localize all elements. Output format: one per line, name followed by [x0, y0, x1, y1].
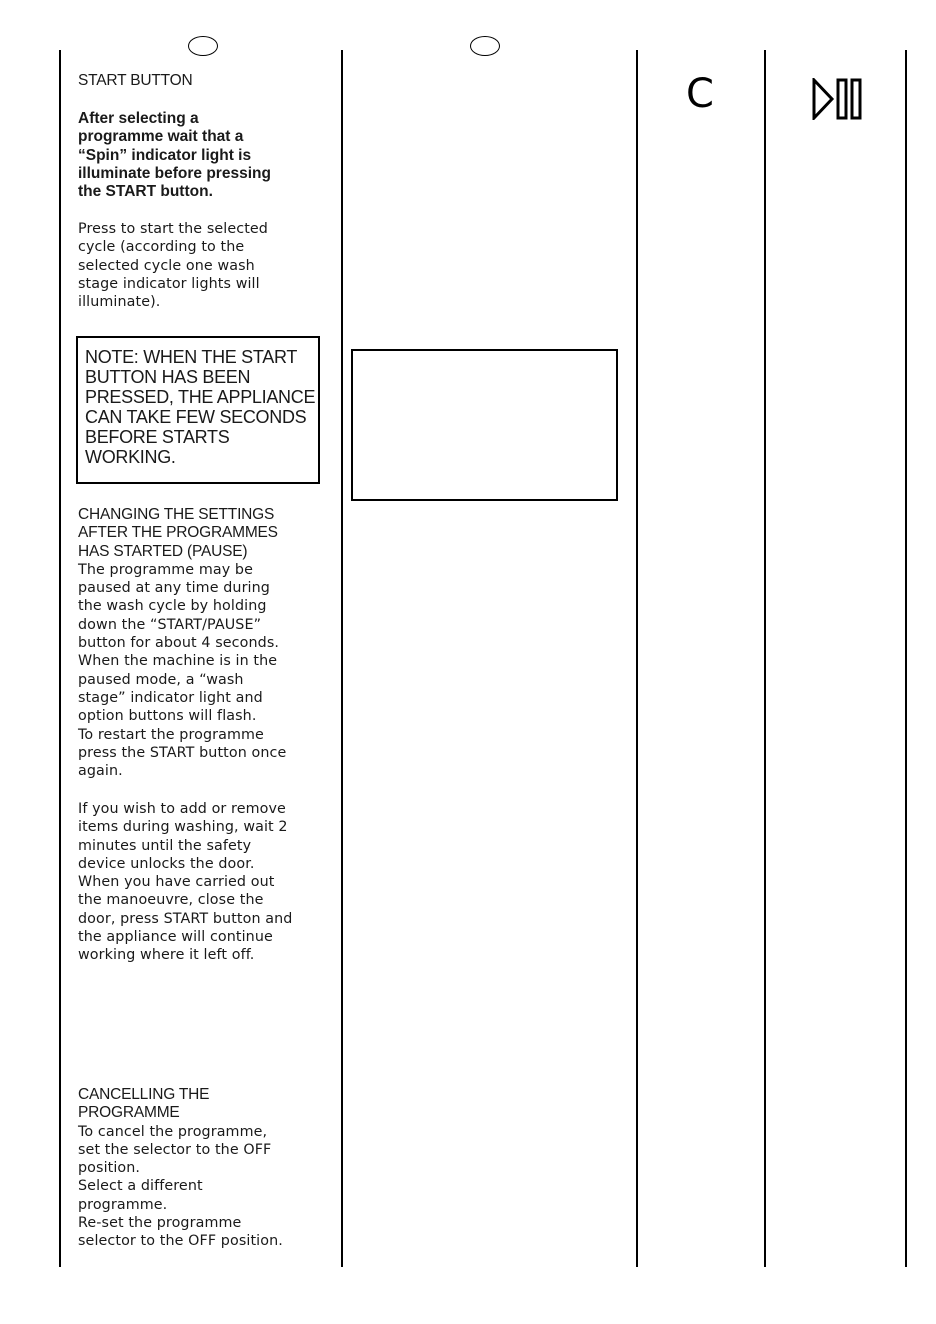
start-bold-line: the START button. [78, 183, 213, 201]
pause-body2-text: If you wish to add or remove items during washing, wait 2 minutes until the safety device unlocks the door. When you have carried out the manoeuvre, close the door, press START button and the appliance will continue working where it left off. [78, 801, 293, 964]
cancel-section [78, 1086, 326, 1251]
start-heading: START BUTTON [78, 72, 193, 89]
language-badge-right [470, 36, 500, 56]
note-box [76, 336, 320, 484]
column-divider-symbol [764, 50, 766, 1267]
cancel-heading-line: CANCELLING THE [78, 1086, 210, 1103]
cancel-body-text: To cancel the programme, set the selector to the OFF position. Select a different programme. Re-set the programme selector to the OFF position. [78, 1123, 283, 1250]
start-section [78, 72, 326, 90]
column-divider-middle [341, 50, 343, 1267]
pause-heading-line: CHANGING THE SETTINGS [78, 506, 275, 523]
start-bold-line: programme wait that a [78, 128, 244, 146]
play-pause-icon [812, 78, 864, 124]
start-body-text: Press to start the selected cycle (according to the selected cycle one wash stage indicator lights will illuminate). [78, 221, 268, 311]
empty-note-box [351, 349, 618, 501]
pause-body-text: The programme may be paused at any time during the wash cycle by holding down the “START/PAUSE” button for about 4 seconds. When the machine is in the paused mode, a “wash stage” indicator light and option buttons will flash. To restart the programme press the START button once again. [78, 561, 287, 780]
start-body-block [78, 220, 326, 311]
pause-heading-line: AFTER THE PROGRAMMES [78, 524, 278, 542]
pause-section [78, 506, 326, 780]
column-divider-left [59, 50, 61, 1267]
column-divider-right [636, 50, 638, 1267]
start-bold-line: illuminate before pressing [78, 164, 271, 182]
letter-c-symbol: C [686, 71, 714, 117]
language-badge-left [188, 36, 218, 56]
pause-heading-line: HAS STARTED (PAUSE) [78, 542, 248, 560]
column-divider-edge [905, 50, 907, 1267]
note-text: NOTE: WHEN THE START BUTTON HAS BEEN PRESSED, THE APPLIANCE CAN TAKE FEW SECONDS BEFORE STARTS WORKING. [85, 347, 316, 467]
start-bold-block [78, 110, 326, 201]
pause-body2-block [78, 800, 326, 965]
start-bold-line: “Spin” indicator light is [78, 146, 252, 164]
start-bold-line: After selecting a [78, 110, 199, 127]
cancel-heading-line: PROGRAMME [78, 1104, 180, 1122]
